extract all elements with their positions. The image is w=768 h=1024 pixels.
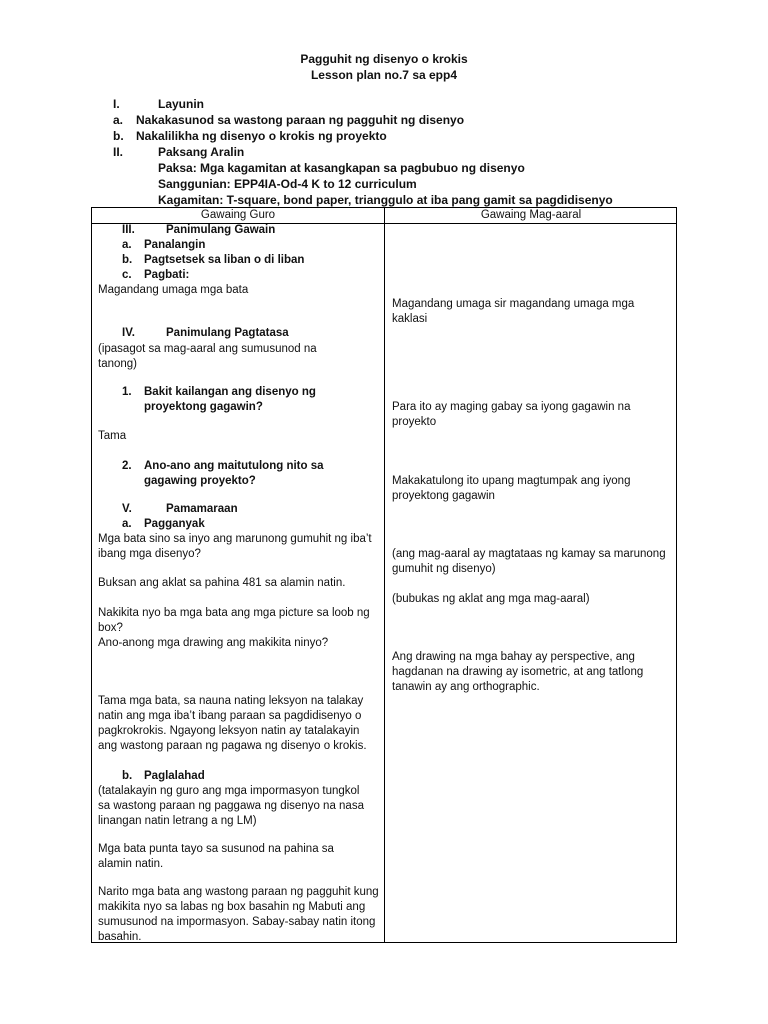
left-mark-2: a. (122, 239, 132, 251)
left-text-19: (tatalakayin ng guro ang mga impormasyon tungkol sa wastong paraan ng paggawa ng disenyo na nasa linangan natin letrang a ng LM) (98, 785, 364, 827)
left-text-16: Ano-anong mga drawing ang makikita ninyo? (98, 637, 329, 649)
outline-text-3: Nakalilikha ng disenyo o krokis ng proyekto (136, 129, 387, 143)
left-text-10: Ano-ano ang maitutulong nito sa gagawing proyekto? (144, 460, 324, 487)
column-divider (384, 208, 385, 942)
lesson-table (91, 207, 677, 943)
left-mark-12: a. (122, 518, 132, 530)
left-mark-11: V. (122, 503, 132, 515)
document-header (0, 51, 768, 83)
left-text-14: Buksan ang aklat sa pahina 481 sa alamin natin. (98, 577, 346, 589)
left-text-4: Pagbati: (144, 269, 190, 281)
left-text-11: Pamamaraan (166, 503, 238, 515)
right-text-1: Magandang umaga sir magandang umaga mga kaklasi (392, 298, 635, 325)
left-text-13: Mga bata sino sa inyo ang marunong gumuhit ng iba’t ibang mga disenyo? (98, 533, 372, 560)
outline-mark-3: b. (113, 129, 124, 143)
left-text-21: Narito mga bata ang wastong paraan ng pagguhit kung makikita nyo sa labas ng box basahin ng Mabuti ang sumusunod na impormasyon. Sabay-sabay natin itong basahin. (98, 886, 379, 943)
right-text-5: (bubukas ng aklat ang mga mag-aaral) (392, 593, 590, 605)
left-mark-6: IV. (122, 327, 136, 339)
column-header-guro: Gawaing Guro (200, 209, 276, 221)
left-mark-1: III. (122, 224, 135, 236)
left-text-3: Pagtsetsek sa liban o di liban (144, 254, 305, 266)
left-text-15: Nakikita nyo ba mga bata ang mga picture sa loob ng box? (98, 607, 370, 634)
outline-text-5: Paksa: Mga kagamitan at kasangkapan sa pagbubuo ng disenyo (158, 161, 525, 175)
outline-text-6: Sanggunian: EPP4IA-Od-4 K to 12 curriculum (158, 177, 417, 191)
left-text-2: Panalangin (144, 239, 206, 251)
right-text-6: Ang drawing na mga bahay ay perspective, ang hagdanan na drawing ay isometric, at ang tatlong tanawin ay ang orthographic. (392, 651, 644, 693)
left-mark-8: 1. (122, 386, 132, 398)
left-text-8: Bakit kailangan ang disenyo ng proyektong gagawin? (144, 386, 316, 413)
outline-mark-1: I. (113, 97, 120, 111)
left-text-1: Panimulang Gawain (166, 224, 276, 236)
document-title: Pagguhit ng disenyo o krokis (300, 52, 468, 66)
right-text-2: Para ito ay maging gabay sa iyong gagawin na proyekto (392, 401, 631, 428)
left-text-6: Panimulang Pagtatasa (166, 327, 289, 339)
column-header-mag-aaral: Gawaing Mag-aaral (480, 209, 582, 221)
right-text-3: Makakatulong ito upang magtumpak ang iyong proyektong gagawin (392, 475, 631, 502)
right-text-4: (ang mag-aaral ay magtataas ng kamay sa marunong gumuhit ng disenyo) (392, 548, 666, 575)
left-mark-18: b. (122, 770, 133, 782)
left-text-9: Tama (98, 430, 127, 442)
outline-text-4: Paksang Aralin (158, 145, 245, 159)
outline-text-1: Layunin (158, 97, 205, 111)
outline-text-7: Kagamitan: T-square, bond paper, trianggulo at iba pang gamit sa pagdidisenyo (158, 193, 613, 207)
left-text-20: Mga bata punta tayo sa susunod na pahina sa alamin natin. (98, 843, 334, 870)
outline-text-2: Nakakasunod sa wastong paraan ng pagguhit ng disenyo (136, 113, 465, 127)
left-text-12: Pagganyak (144, 518, 205, 530)
left-text-5: Magandang umaga mga bata (98, 284, 249, 296)
left-text-17: Tama mga bata, sa nauna nating leksyon na talakay natin ang mga iba’t ibang paraan sa pagdidisenyo o pagkrokrokis. Ngayong leksyon natin ay tatalakayin ang wastong paraan ng pagawa ng disenyo o krokis. (98, 695, 367, 752)
left-mark-10: 2. (122, 460, 132, 472)
left-mark-4: c. (122, 269, 132, 281)
outline-mark-4: II. (113, 145, 124, 159)
left-text-18: Paglalahad (144, 770, 205, 782)
outline-mark-2: a. (113, 113, 124, 127)
document-subtitle: Lesson plan no.7 sa epp4 (310, 68, 458, 82)
left-mark-3: b. (122, 254, 133, 266)
left-text-7: (ipasagot sa mag-aaral ang sumusunod na tanong) (98, 343, 317, 370)
